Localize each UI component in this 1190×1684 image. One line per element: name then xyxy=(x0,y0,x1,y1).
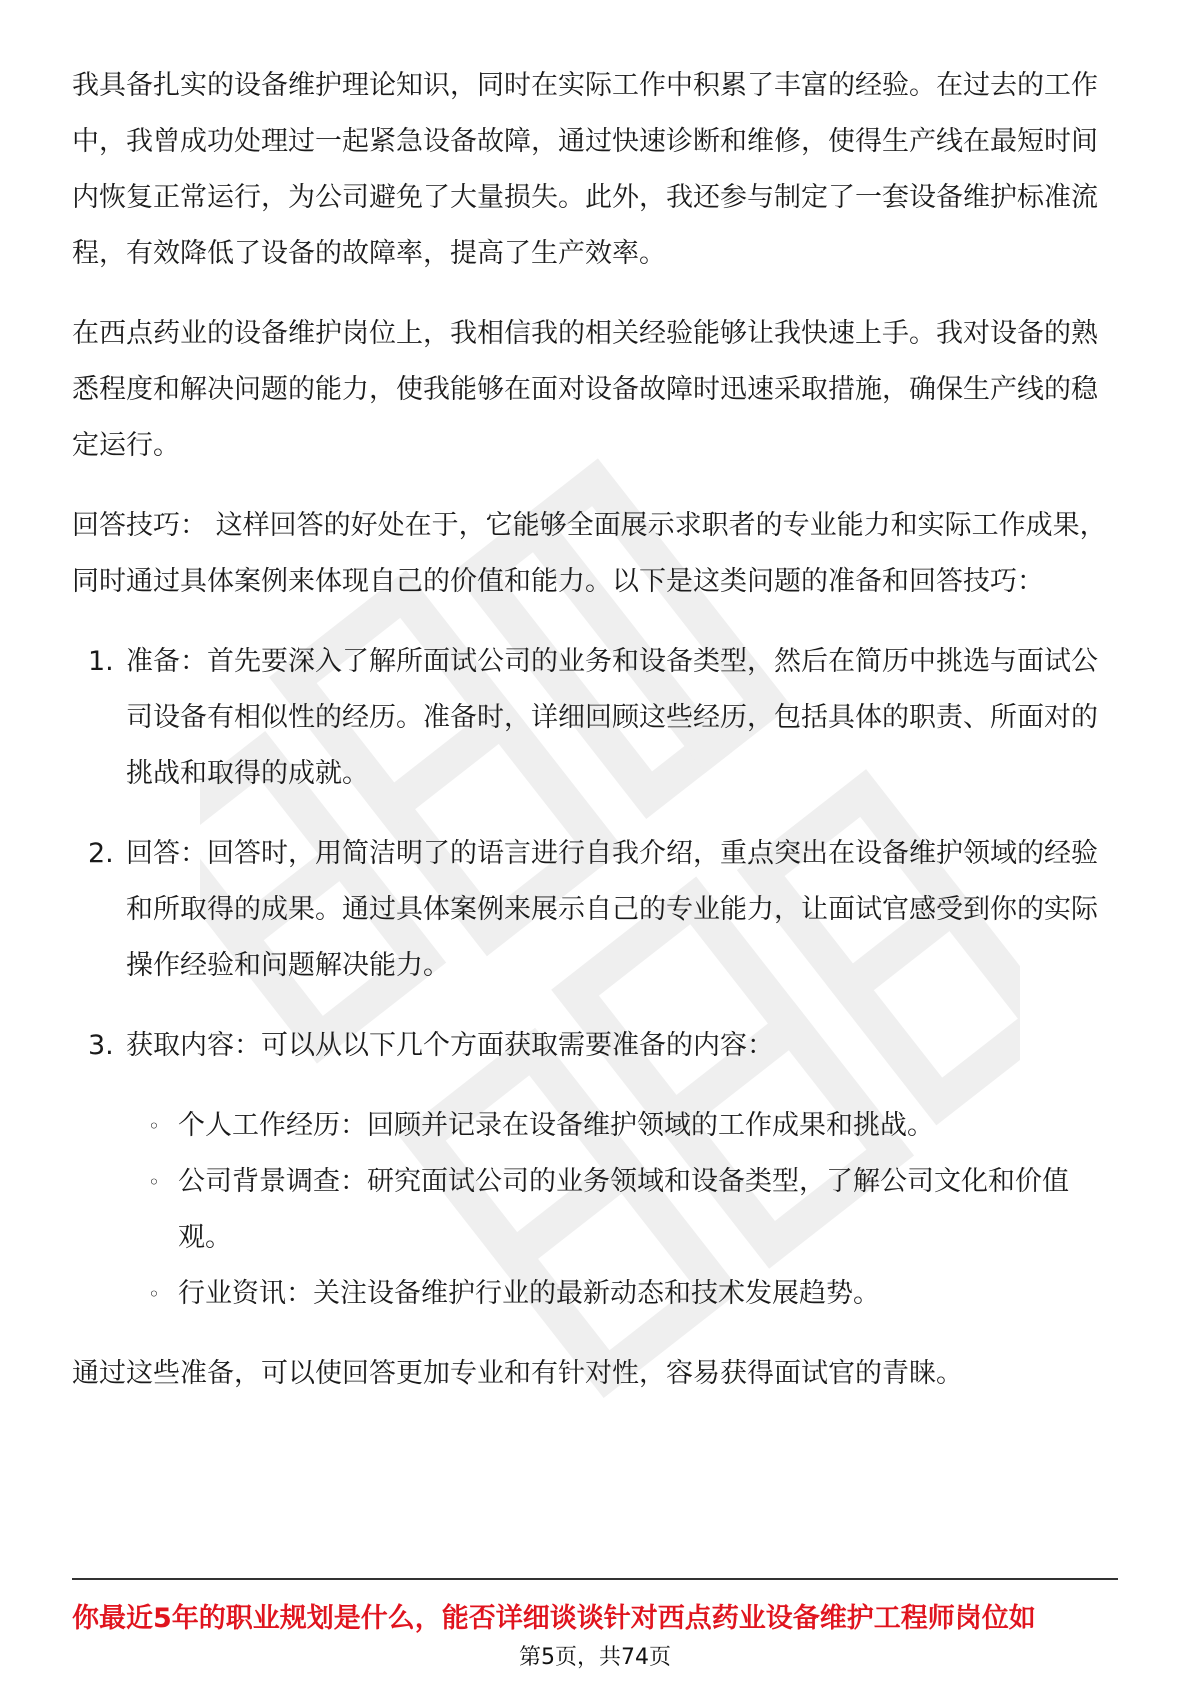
document-body xyxy=(72,58,1118,1402)
section-divider xyxy=(72,1578,1118,1580)
tip-text: 获取内容：可以从以下几个方面获取需要准备的内容： xyxy=(126,1030,774,1061)
sub-item-1 xyxy=(72,1098,1118,1154)
tip-text: 准备：首先要深入了解所面试公司的业务和设备类型，然后在简历中挑选与面试公司设备有相似性的经历。准备时，详细回顾这些经历，包括具体的职责、所面对的挑战和取得的成就。 xyxy=(126,646,1098,789)
sub-item-3 xyxy=(72,1266,1118,1322)
page-number: 第5页，共74页 xyxy=(519,1645,671,1670)
tip-item-1 xyxy=(72,634,1118,802)
bullet-icon: ◦ xyxy=(148,1114,160,1138)
intro-paragraph-2: 在西点药业的设备维护岗位上，我相信我的相关经验能够让我快速上手。我对设备的熟悉程度和解决问题的能力，使我能够在面对设备故障时迅速采取措施，确保生产线的稳定运行。 xyxy=(72,318,1098,461)
tip-number: 3. xyxy=(88,1030,114,1061)
tips-list xyxy=(72,634,1118,1074)
tip-text: 回答：回答时，用简洁明了的语言进行自我介绍，重点突出在设备维护领域的经验和所取得的成果。通过具体案例来展示自己的专业能力，让面试官感受到你的实际操作经验和问题解决能力。 xyxy=(126,838,1098,981)
sub-item-2 xyxy=(72,1154,1118,1266)
next-question-heading: 你最近5年的职业规划是什么，能否详细谈谈针对西点药业设备维护工程师岗位如 xyxy=(72,1603,1036,1634)
answer-tips-paragraph: 回答技巧： 这样回答的好处在于，它能够全面展示求职者的专业能力和实际工作成果，同时通过具体案例来体现自己的价值和能力。以下是这类问题的准备和回答技巧： xyxy=(72,510,1107,597)
tip-item-3 xyxy=(72,1018,1118,1074)
tip-item-2 xyxy=(72,826,1118,994)
sub-item-text: 行业资讯：关注设备维护行业的最新动态和技术发展趋势。 xyxy=(178,1278,880,1309)
tip-number: 1. xyxy=(88,646,114,677)
tip-number: 2. xyxy=(88,838,114,869)
bullet-icon: ◦ xyxy=(148,1282,160,1306)
bullet-icon: ◦ xyxy=(148,1170,160,1194)
closing-paragraph: 通过这些准备，可以使回答更加专业和有针对性，容易获得面试官的青睐。 xyxy=(72,1358,963,1389)
sub-item-text: 个人工作经历：回顾并记录在设备维护领域的工作成果和挑战。 xyxy=(178,1110,934,1141)
content-source-list xyxy=(72,1098,1118,1322)
sub-item-text: 公司背景调查：研究面试公司的业务领域和设备类型，了解公司文化和价值观。 xyxy=(178,1166,1069,1253)
intro-paragraph-1: 我具备扎实的设备维护理论知识，同时在实际工作中积累了丰富的经验。在过去的工作中，我曾成功处理过一起紧急设备故障，通过快速诊断和维修，使得生产线在最短时间内恢复正常运行，为公司避免了大量损失。此外，我还参与制定了一套设备维护标准流程，有效降低了设备的故障率，提高了生产效率。 xyxy=(72,70,1098,269)
